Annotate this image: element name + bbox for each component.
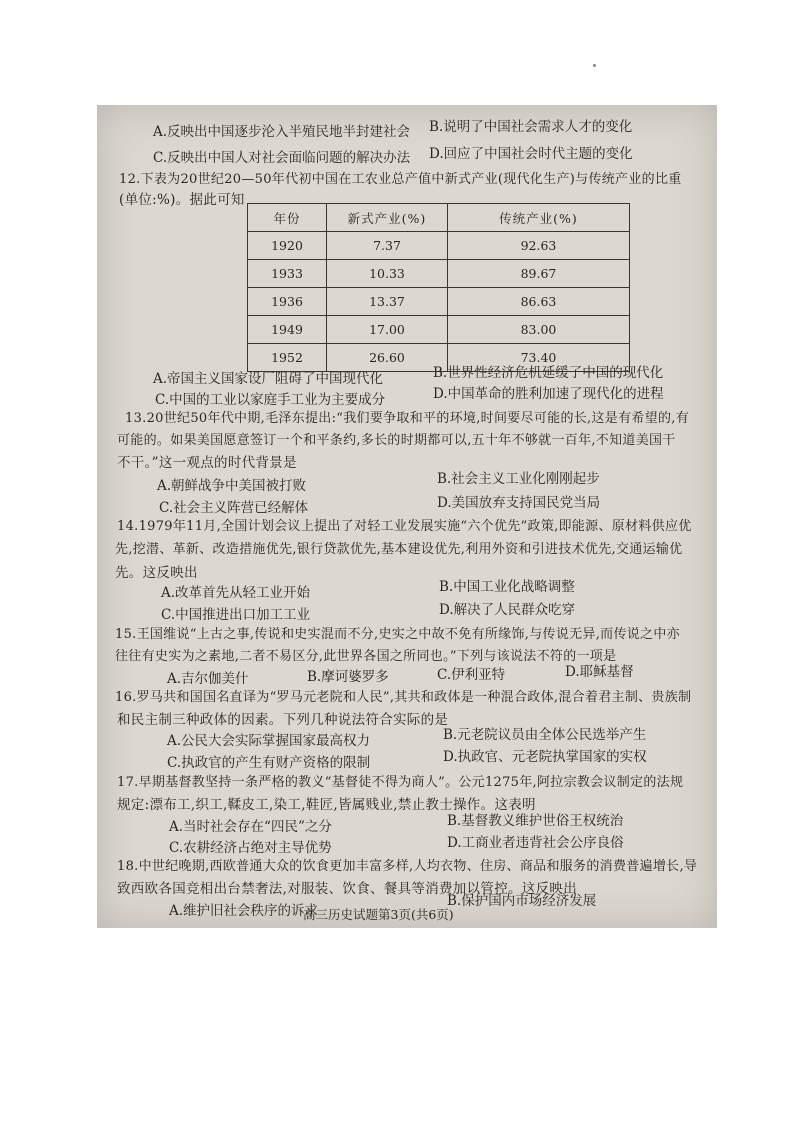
- q18-option-a: A.维护旧社会秩序的诉求: [169, 903, 319, 919]
- table-cell: 1949: [248, 316, 327, 344]
- q13-stem-line2: 可能的。如果美国愿意签订一个和平条约,多长的时期都可以,五十年不够就一百年,不知道美国干: [117, 433, 676, 448]
- table-cell: 7.37: [327, 232, 448, 260]
- table-cell: 73.40: [448, 344, 630, 372]
- q17-option-a: A.当时社会存在“四民”之分: [169, 819, 332, 835]
- q11-option-d: D.回应了中国社会时代主题的变化: [429, 146, 633, 162]
- q18-stem-line2: 致西欧各国竞相出台禁奢法,对服装、饮食、餐具等消费加以管控。这反映出: [117, 881, 577, 897]
- q14-option-a: A.改革首先从轻工业开始: [161, 585, 311, 601]
- q11-option-c: C.反映出中国人对社会面临问题的解决办法: [153, 150, 411, 166]
- q16-stem-line2: 和民主制三种政体的因素。下列几种说法符合实际的是: [117, 712, 449, 728]
- q17-option-b: B.基督教义维护世俗王权统治: [447, 813, 624, 829]
- table-header-year: 年份: [248, 204, 327, 232]
- q16-option-c: C.执政官的产生有财产资格的限制: [167, 755, 371, 771]
- q17-option-c: C.农耕经济占绝对主导优势: [169, 840, 332, 856]
- q17-option-d: D.工商业者违背社会公序良俗: [447, 835, 624, 851]
- q12-data-table: [247, 203, 630, 372]
- table-header-new: 新式产业(%): [327, 204, 448, 232]
- q15-option-c: C.伊利亚特: [437, 667, 506, 683]
- q14-option-b: B.中国工业化战略调整: [439, 579, 575, 595]
- q12-option-c: C.中国的工业以家庭手工业为主要成分: [155, 392, 386, 408]
- table-row: [248, 260, 630, 288]
- q15-stem-line2: 往往有史实为之素地,二者不易区分,此世界各国之所同也。”下列与该说法不符的一项是: [115, 649, 617, 664]
- q11-option-b: B.说明了中国社会需求人才的变化: [429, 119, 633, 135]
- q15-option-b: B.摩诃婆罗多: [307, 669, 389, 685]
- q13-option-d: D.美国放弃支持国民党当局: [437, 495, 601, 511]
- q13-option-a: A.朝鲜战争中美国被打败: [157, 478, 307, 494]
- table-row: [248, 288, 630, 316]
- q14-stem-line3: 先。这反映出: [115, 565, 198, 581]
- table-cell: 1933: [248, 260, 327, 288]
- q13-stem-line3: 不干。”这一观点的时代背景是: [117, 455, 297, 471]
- table-cell: 83.00: [448, 316, 630, 344]
- q15-stem-line1: 15.王国维说“上古之事,传说和史实混而不分,史实之中故不免有所缘饰,与传说无异,而传说之中亦: [115, 627, 680, 642]
- q16-option-d: D.执政官、元老院执掌国家的实权: [443, 749, 647, 765]
- q17-stem-line1: 17.早期基督教坚持一条严格的教义“基督徒不得为商人”。公元1275年,阿拉宗教会议制定的法规: [117, 775, 684, 790]
- q16-stem-line1: 16.罗马共和国国名直译为“罗马元老院和人民”,其共和政体是一种混合政体,混合着君主制、贵族制: [115, 690, 692, 705]
- q12-option-b: B.世界性经济危机延缓了中国的现代化: [433, 365, 664, 381]
- q18-option-b: B.保护国内市场经济发展: [447, 893, 597, 909]
- q12-stem-line2: (单位:%)。据此可知: [119, 192, 245, 208]
- q13-stem-line1: 13.20世纪50年代中期,毛泽东提出:“我们要争取和平的环境,时间要尽可能的长,这是有希望的,有: [125, 411, 690, 426]
- table-cell: 1936: [248, 288, 327, 316]
- table-cell: 13.37: [327, 288, 448, 316]
- q14-stem-line1: 14.1979年11月,全国计划会议上提出了对轻工业发展实施“六个优先”政策,即能源、原材料供应优: [117, 519, 692, 534]
- table-cell: 26.60: [327, 344, 448, 372]
- q15-option-d: D.耶稣基督: [565, 664, 634, 680]
- table-cell: 92.63: [448, 232, 630, 260]
- table-header-traditional: 传统产业(%): [448, 204, 630, 232]
- q16-option-b: B.元老院议员由全体公民选举产生: [443, 727, 647, 743]
- q14-option-d: D.解决了人民群众吃穿: [439, 602, 576, 618]
- table-row: [248, 316, 630, 344]
- q15-option-a: A.吉尔伽美什: [167, 671, 249, 687]
- stray-mark: [593, 64, 596, 67]
- q17-stem-line2: 规定:漂布工,织工,鞣皮工,染工,鞋匠,皆属贱业,禁止教士操作。这表明: [117, 797, 536, 813]
- table-cell: 1920: [248, 232, 327, 260]
- q13-option-b: B.社会主义工业化刚刚起步: [437, 471, 600, 487]
- table-cell: 89.67: [448, 260, 630, 288]
- q12-stem-line1: 12.下表为20世纪20—50年代初中国在工农业总产值中新式产业(现代化生产)与传统产业的比重: [119, 172, 682, 187]
- q12-option-a: A.帝国主义国家设厂阻碍了中国现代化: [153, 371, 384, 387]
- table-header-row: [248, 204, 630, 232]
- q18-stem-line1: 18.中世纪晚期,西欧普通大众的饮食更加丰富多样,人均衣物、住房、商品和服务的消费普遍增长,导: [117, 859, 698, 874]
- q16-option-a: A.公民大会实际掌握国家最高权力: [167, 733, 371, 749]
- q11-option-a: A.反映出中国逐步沦入半殖民地半封建社会: [153, 124, 411, 140]
- table-row: [248, 232, 630, 260]
- q14-stem-line2: 先,挖潜、革新、改造措施优先,银行贷款优先,基本建设优先,利用外资和引进技术优先,交通运输优: [115, 542, 683, 557]
- table-cell: 17.00: [327, 316, 448, 344]
- q12-option-d: D.中国革命的胜利加速了现代化的进程: [433, 386, 664, 402]
- table-cell: 1952: [248, 344, 327, 372]
- exam-page: [97, 105, 717, 928]
- table-cell: 86.63: [448, 288, 630, 316]
- q14-option-c: C.中国推进出口加工工业: [161, 607, 311, 623]
- q13-option-c: C.社会主义阵营已经解体: [159, 500, 309, 516]
- table-cell: 10.33: [327, 260, 448, 288]
- page-footer: 高三历史试题第3页(共6页): [303, 907, 454, 922]
